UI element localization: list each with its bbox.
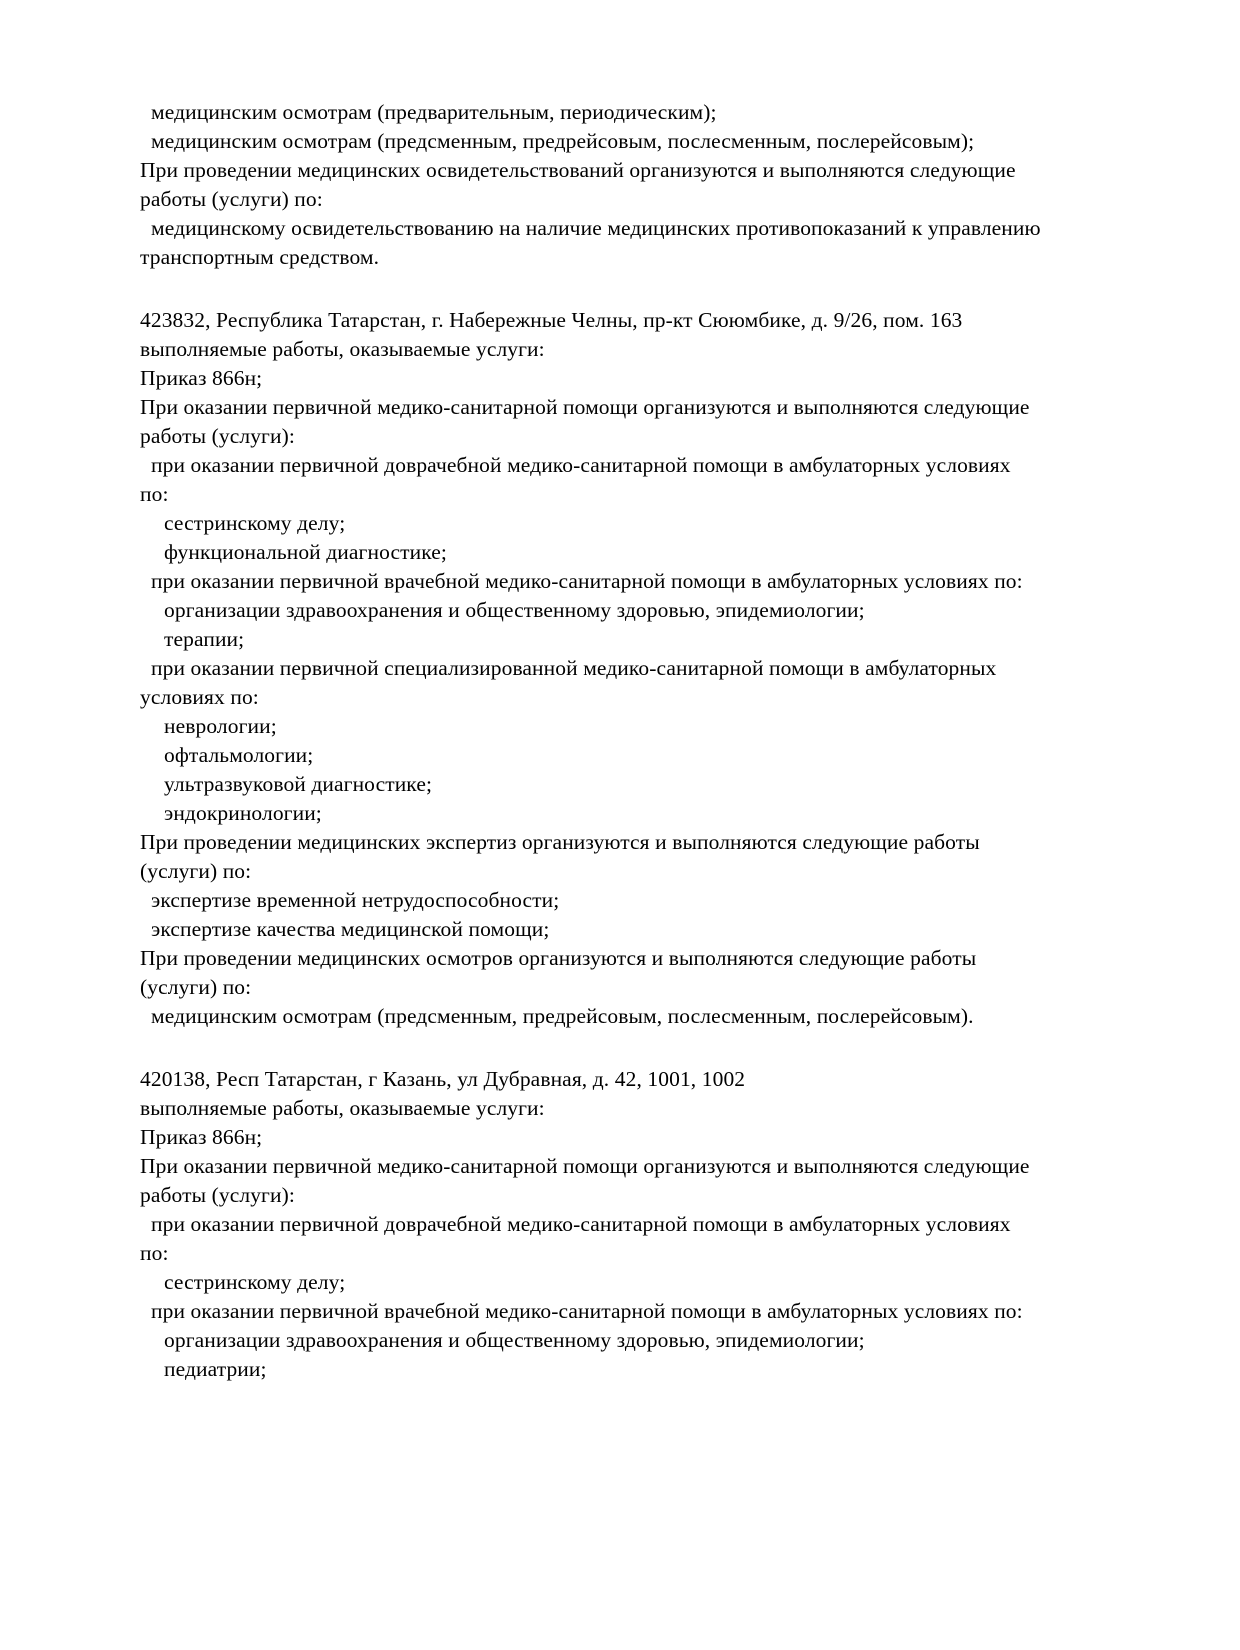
text-line: экспертизе качества медицинской помощи; bbox=[151, 917, 550, 941]
text-line: условиях по: bbox=[140, 685, 259, 709]
text-line: педиатрии; bbox=[164, 1357, 267, 1381]
text-line: ультразвуковой диагностике; bbox=[164, 772, 433, 796]
document-section-section-423832 bbox=[140, 306, 1125, 1031]
text-line: эндокринологии; bbox=[164, 801, 322, 825]
text-line: при оказании первичной врачебной медико-санитарной помощи в амбулаторных условиях по: bbox=[151, 1299, 1023, 1323]
text-line: выполняемые работы, оказываемые услуги: bbox=[140, 1096, 545, 1120]
text-line: при оказании первичной специализированной медико-санитарной помощи в амбулаторных bbox=[151, 656, 997, 680]
text-line: При проведении медицинских осмотров организуются и выполняются следующие работы bbox=[140, 946, 977, 970]
text-line: Приказ 866н; bbox=[140, 1125, 263, 1149]
text-line: (услуги) по: bbox=[140, 859, 252, 883]
text-line: медицинскому освидетельствованию на наличие медицинских противопоказаний к управлению bbox=[151, 216, 1041, 240]
text-line: организации здравоохранения и общественному здоровью, эпидемиологии; bbox=[164, 1328, 865, 1352]
text-line: медицинским осмотрам (предварительным, периодическим); bbox=[151, 100, 717, 124]
text-line: функциональной диагностике; bbox=[164, 540, 447, 564]
text-line: работы (услуги): bbox=[140, 424, 295, 448]
text-line: работы (услуги) по: bbox=[140, 187, 323, 211]
text-line: экспертизе временной нетрудоспособности; bbox=[151, 888, 560, 912]
text-line: транспортным средством. bbox=[140, 245, 380, 269]
text-line: неврологии; bbox=[164, 714, 277, 738]
text-line: выполняемые работы, оказываемые услуги: bbox=[140, 337, 545, 361]
text-line: сестринскому делу; bbox=[164, 511, 346, 535]
text-line: организации здравоохранения и общественному здоровью, эпидемиологии; bbox=[164, 598, 865, 622]
text-line: При проведении медицинских освидетельствований организуются и выполняются следующие bbox=[140, 158, 1016, 182]
text-line: При проведении медицинских экспертиз организуются и выполняются следующие работы bbox=[140, 830, 980, 854]
text-line: 423832, Республика Татарстан, г. Набережные Челны, пр-кт Сююмбике, д. 9/26, пом. 163 bbox=[140, 308, 963, 332]
text-line: 420138, Респ Татарстан, г Казань, ул Дубравная, д. 42, 1001, 1002 bbox=[140, 1067, 746, 1091]
text-line: работы (услуги): bbox=[140, 1183, 295, 1207]
text-line: терапии; bbox=[164, 627, 245, 651]
text-line: медицинским осмотрам (предсменным, предрейсовым, послесменным, послерейсовым); bbox=[151, 129, 975, 153]
text-line: офтальмологии; bbox=[164, 743, 314, 767]
text-line: при оказании первичной доврачебной медико-санитарной помощи в амбулаторных условиях bbox=[151, 1212, 1011, 1236]
text-line: по: bbox=[140, 482, 169, 506]
text-line: медицинским осмотрам (предсменным, предрейсовым, послесменным, послерейсовым). bbox=[151, 1004, 974, 1028]
text-line: сестринскому делу; bbox=[164, 1270, 346, 1294]
text-line: по: bbox=[140, 1241, 169, 1265]
document-content bbox=[140, 98, 1125, 1384]
document-section-section-420138 bbox=[140, 1065, 1125, 1384]
text-line: При оказании первичной медико-санитарной помощи организуются и выполняются следующие bbox=[140, 1154, 1030, 1178]
text-line: (услуги) по: bbox=[140, 975, 252, 999]
text-line: При оказании первичной медико-санитарной помощи организуются и выполняются следующие bbox=[140, 395, 1030, 419]
document-section-continuation-previous-page bbox=[140, 98, 1125, 272]
text-line: при оказании первичной врачебной медико-санитарной помощи в амбулаторных условиях по: bbox=[151, 569, 1023, 593]
text-line: при оказании первичной доврачебной медико-санитарной помощи в амбулаторных условиях bbox=[151, 453, 1011, 477]
text-line: Приказ 866н; bbox=[140, 366, 263, 390]
